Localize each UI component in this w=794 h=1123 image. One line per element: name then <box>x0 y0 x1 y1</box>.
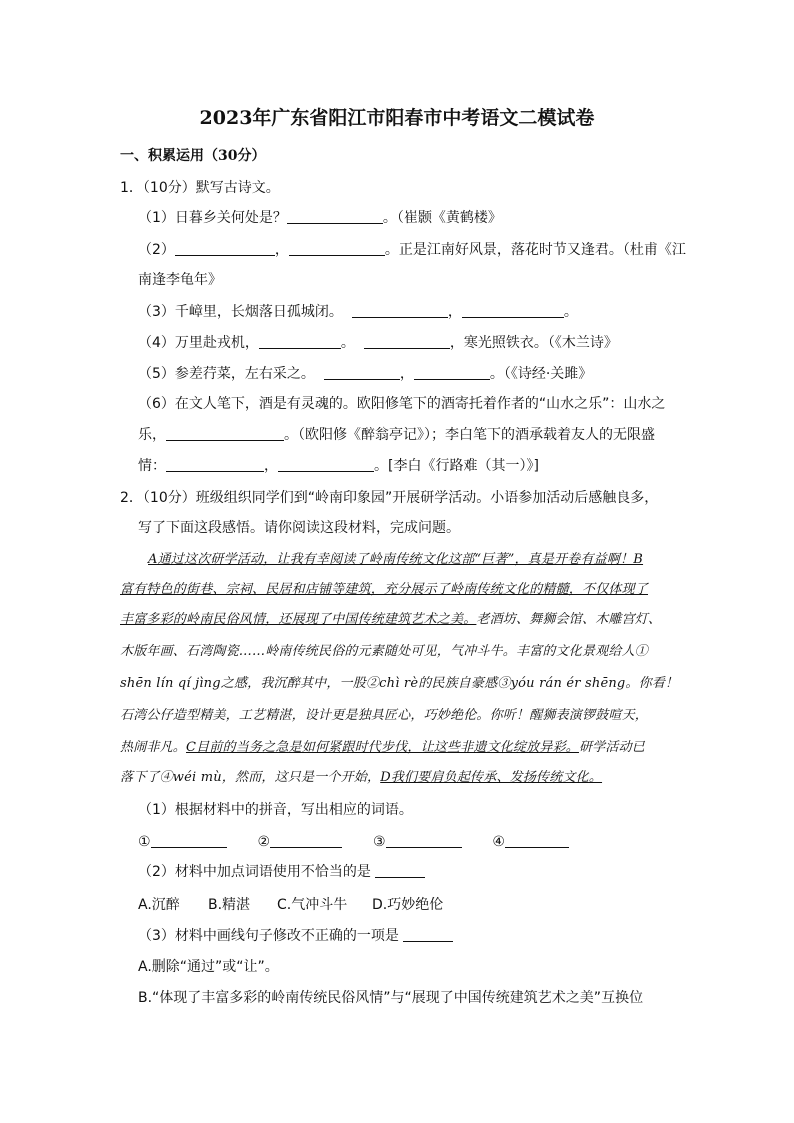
q1-item-1: （1）日暮乡关何处是？ 。（崔颢《黄鹤楼》 <box>138 210 502 226</box>
page-title: 2023年广东省阳江市阳春市中考语文二模试卷 <box>199 107 595 129</box>
q1-item-2-cont: 南逢李龟年》 <box>138 272 222 288</box>
material-line: 落下了④wéi mù，然而，这只是一个开始，D我们要肩负起传承、发扬传统文化。 <box>120 770 603 785</box>
answer-blank[interactable] <box>364 334 450 349</box>
answer-blank[interactable] <box>462 303 564 318</box>
q2-sub-3-option-b[interactable]: B.“体现了丰富多彩的岭南传统民俗风情”与“展现了中国传统建筑艺术之美”互换位 <box>138 990 644 1006</box>
answer-blank[interactable] <box>166 426 284 441</box>
answer-blank[interactable] <box>505 833 569 848</box>
answer-blank[interactable] <box>278 457 374 472</box>
q2-heading-cont: 写了下面这段感悟。请你阅读这段材料，完成问题。 <box>138 520 460 536</box>
q2-sub-1: （1）根据材料中的拼音，写出相应的词语。 <box>138 802 413 818</box>
q2-sub-3-option-a[interactable]: A.删除“通过”或“让”。 <box>138 959 279 975</box>
q2-heading: 2．（10分）班级组织同学们到“岭南印象园”开展研学活动。小语参加活动后感触良多， <box>120 490 659 506</box>
material-line: 石湾公仔造型精美，工艺精湛，设计更是独具匠心，巧妙绝伦。你听！醒狮表演锣鼓喧天， <box>120 708 649 723</box>
answer-blank[interactable] <box>352 303 448 318</box>
material-line: 木版年画、石湾陶瓷……岭南传统民俗的元素随处可见，气冲斗牛。丰富的文化景观给人① <box>120 644 649 659</box>
material-line: 热闹非凡。C目前的当务之急是如何紧跟时代步伐，让这些非遗文化绽放异彩。研学活动已 <box>120 740 645 755</box>
q1-item-2: （2） ， 。正是江南好风景，落花时节又逢君。（杜甫《江 <box>138 242 686 258</box>
q1-item-6: （6）在文人笔下，酒是有灵魂的。欧阳修笔下的酒寄托着作者的“山水之乐”：山水之 <box>138 396 666 412</box>
q1-item-5: （5）参差荇菜，左右采之。 ， 。（《诗经·关雎》 <box>138 366 593 382</box>
q1-heading: 1．（10分）默写古诗文。 <box>120 180 280 196</box>
option-d[interactable]: D.巧妙绝伦 <box>372 897 444 913</box>
material-line: 丰富多彩的岭南民俗风情，还展现了中国传统建筑艺术之美。老酒坊、舞狮会馆、木雕宫灯、 <box>120 612 662 627</box>
answer-blank[interactable] <box>403 927 453 942</box>
material-line: shēn lín qí jìng之感，我沉醉其中，一股②chì rè的民族自豪感③yóu rán ér shēng。你看！ <box>120 676 679 691</box>
q1-item-6-cont2: 情： ， 。[李白《行路难（其一）》] <box>138 458 539 474</box>
answer-blank[interactable] <box>151 833 227 848</box>
q1-item-4: （4）万里赴戎机， 。 ，寒光照铁衣。（《木兰诗》 <box>138 335 618 351</box>
answer-blank[interactable] <box>270 833 342 848</box>
option-c[interactable]: C.气冲斗牛 <box>277 897 348 913</box>
answer-blank[interactable] <box>375 863 425 878</box>
q1-item-6-cont: 乐， 。（欧阳修《醉翁亭记》）；李白笔下的酒承载着友人的无限盛 <box>138 427 655 443</box>
material-line: 富有特色的街巷、宗祠、民居和店铺等建筑，充分展示了岭南传统文化的精髓，不仅体现了 <box>120 582 649 597</box>
option-b[interactable]: B.精湛 <box>208 897 251 913</box>
answer-blank[interactable] <box>259 334 341 349</box>
option-a[interactable]: A.沉醉 <box>138 897 180 913</box>
answer-blank[interactable] <box>175 241 275 256</box>
section-heading: 一、积累运用（30分） <box>120 148 266 164</box>
material-line: A通过这次研学活动，让我有幸阅读了岭南传统文化这部“巨著”，真是开卷有益啊！B <box>148 552 644 567</box>
answer-blank[interactable] <box>324 365 400 380</box>
q1-item-3: （3）千嶂里，长烟落日孤城闭。 ， 。 <box>138 304 578 320</box>
pinyin-answers: ① ② ③ ④ <box>138 832 569 852</box>
answer-blank[interactable] <box>287 209 383 224</box>
q2-sub-3: （3）材料中画线句子修改不正确的一项是 <box>138 926 453 946</box>
answer-blank[interactable] <box>289 241 385 256</box>
q2-sub-2: （2）材料中加点词语使用不恰当的是 <box>138 862 425 882</box>
answer-blank[interactable] <box>414 365 490 380</box>
answer-blank[interactable] <box>386 833 462 848</box>
answer-blank[interactable] <box>166 457 264 472</box>
